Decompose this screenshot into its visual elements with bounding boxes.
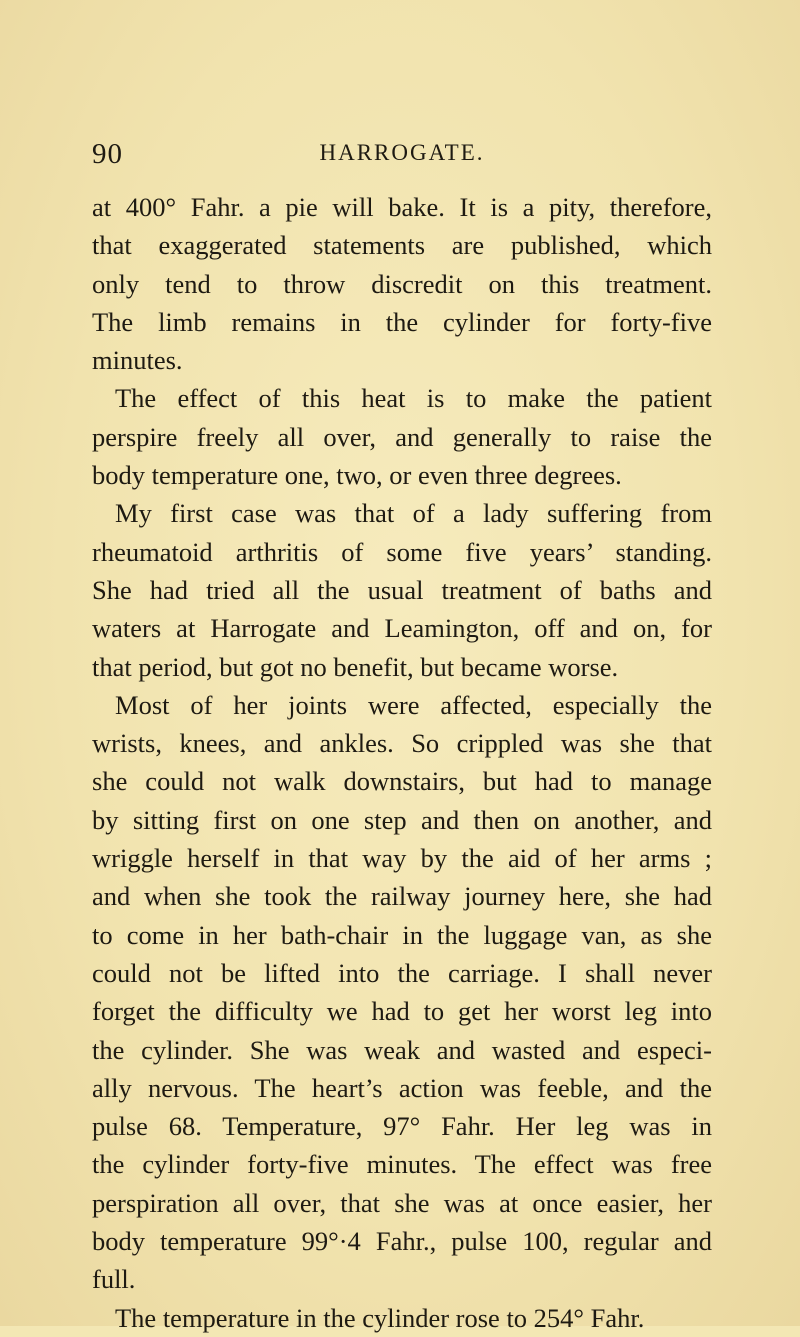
text-line: perspire freely all over, and generally to raise the — [92, 421, 712, 452]
text-line: full. — [92, 1264, 136, 1295]
body-text — [92, 188, 712, 1337]
text-line: the cylinder. She was weak and wasted and especi- — [92, 1034, 712, 1065]
text-line: The temperature in the cylinder rose to 254° Fahr. — [115, 1302, 645, 1333]
text-line: waters at Harrogate and Leamington, off and on, for — [92, 613, 712, 644]
text-line: only tend to throw discredit on this treatment. — [92, 268, 712, 299]
text-line: The effect of this heat is to make the patient — [115, 383, 712, 414]
text-line: forget the difficulty we had to get her worst leg into — [92, 996, 712, 1027]
running-title: HARROGATE. — [319, 140, 485, 165]
text-line: perspiration all over, that she was at once easier, her — [92, 1187, 712, 1218]
text-line: pulse 68. Temperature, 97° Fahr. Her leg was in — [92, 1111, 712, 1142]
text-line: minutes. — [92, 345, 183, 376]
page-header — [92, 138, 712, 178]
text-line: at 400° Fahr. a pie will bake. It is a pity, therefore, — [92, 192, 712, 222]
text-line: could not be lifted into the carriage. I shall never — [92, 957, 712, 988]
text-line: body temperature one, two, or even three degrees. — [92, 460, 622, 491]
text-line: the cylinder forty-five minutes. The effect was free — [92, 1149, 712, 1180]
text-line: to come in her bath-chair in the luggage van, as she — [92, 919, 712, 950]
text-line: that exaggerated statements are published, which — [92, 230, 712, 261]
text-line: by sitting first on one step and then on another, and — [92, 804, 712, 835]
text-line: and when she took the railway journey here, she had — [92, 881, 712, 912]
text-line: rheumatoid arthritis of some five years’ standing. — [92, 536, 712, 567]
text-line: She had tried all the usual treatment of baths and — [92, 574, 712, 605]
text-line: My first case was that of a lady suffering from — [115, 498, 712, 529]
text-line: The limb remains in the cylinder for forty-five — [92, 306, 712, 337]
text-line: Most of her joints were affected, especially the — [115, 689, 712, 720]
text-line: she could not walk downstairs, but had to manage — [92, 766, 712, 797]
text-line: that period, but got no benefit, but became worse. — [92, 651, 619, 682]
text-line: wriggle herself in that way by the aid of her arms ; — [92, 843, 712, 874]
text-line: ally nervous. The heart’s action was feeble, and the — [92, 1072, 712, 1103]
page-number: 90 — [92, 138, 123, 170]
text-line: wrists, knees, and ankles. So crippled was she that — [92, 728, 712, 759]
text-line: body temperature 99°·4 Fahr., pulse 100, regular and — [92, 1226, 712, 1257]
